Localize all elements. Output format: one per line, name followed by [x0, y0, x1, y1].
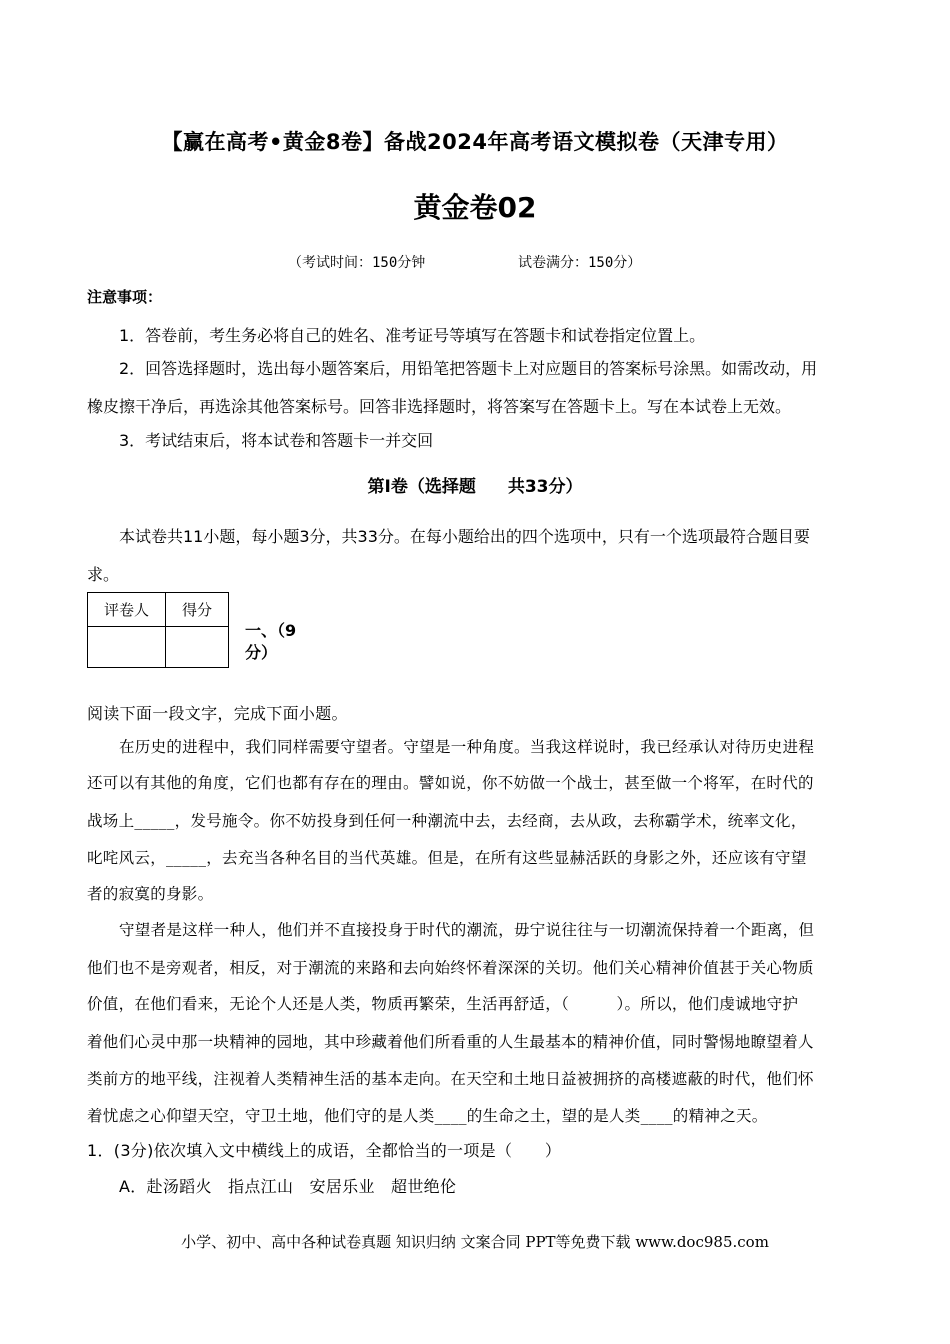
notice-line: 3．考试结束后，将本试卷和答题卡一并交回 [119, 431, 434, 450]
score-header: 得分 [166, 593, 229, 627]
passage-line: 他们也不是旁观者，相反，对于潮流的来路和去向始终怀着深深的关切。他们关心精神价值甚于关心物质 [87, 959, 814, 977]
section-title [0, 472, 950, 497]
part-one-line: 分） [245, 643, 278, 662]
section-title-left: 第Ⅰ卷（选择题 [367, 477, 476, 497]
passage-line: 战场上_____，发号施令。你不妨投身到任何一种潮流中去，去经商，去从政，去称霸学术，统率文化， [87, 812, 807, 830]
notice-line: 1．答卷前，考生务必将自己的姓名、准考证号等填写在答题卡和试卷指定位置上。 [119, 326, 706, 345]
exam-score: 试卷满分：150分） [518, 255, 642, 271]
part-one-heading [245, 620, 325, 664]
section-title-right: 共33分） [507, 477, 583, 497]
passage-line: 着忧虑之心仰望天空，守卫土地，他们守的是人类____的生命之土，望的是人类____的精神之天。 [87, 1107, 768, 1125]
passage-line: 在历史的进程中，我们同样需要守望者。守望是一种角度。当我这样说时，我已经承认对待历史进程 [119, 738, 815, 756]
notice-line: 2．回答选择题时，选出每小题答案后，用铅笔把答题卡上对应题目的答案标号涂黑。如需改动，用 [119, 359, 818, 378]
passage-line: 价值，在他们看来，无论个人还是人类，物质再繁荣，生活再舒适，（ ）。所以，他们虔诚地守护 [87, 995, 799, 1013]
grader-header: 评卷人 [88, 593, 166, 627]
passage-line: 着他们心灵中那一块精神的园地，其中珍藏着他们所看重的人生最基本的精神价值，同时警惕地瞭望着人 [87, 1033, 814, 1051]
score-cell[interactable] [166, 627, 229, 668]
grader-table [87, 592, 229, 668]
grader-cell[interactable] [88, 627, 166, 668]
passage-line: 类前方的地平线，注视着人类精神生活的基本走向。在天空和土地日益被拥挤的高楼遮蔽的时代，他们怀 [87, 1070, 814, 1088]
section-intro-line: 本试卷共11小题，每小题3分，共33分。在每小题给出的四个选项中，只有一个选项最符合题目要 [119, 527, 810, 546]
notice-line: 橡皮擦干净后，再选涂其他答案标号。回答非选择题时，将答案写在答题卡上。写在本试卷上无效。 [87, 397, 792, 416]
exam-time: （考试时间：150分钟 [288, 255, 426, 271]
passage-line: 者的寂寞的身影。 [87, 885, 214, 903]
option-a: A．赴汤蹈火 指点江山 安居乐业 超世绝伦 [119, 1177, 457, 1196]
question-stem: 1．(3分)依次填入文中横线上的成语，全都恰当的一项是（ ） [87, 1141, 562, 1160]
passage-line: 还可以有其他的角度，它们也都有存在的理由。譬如说，你不妨做一个战士，甚至做一个将军，在时代的 [87, 774, 814, 792]
page-subtitle: 黄金卷02 [413, 191, 537, 224]
passage-line: 守望者是这样一种人，他们并不直接投身于时代的潮流，毋宁说往往与一切潮流保持着一个距离，但 [119, 921, 815, 939]
page-title: 【赢在高考•黄金8卷】备战2024年高考语文模拟卷（天津专用） [161, 130, 789, 154]
page-footer: 小学、初中、高中各种试卷真题 知识归纳 文案合同 PPT等免费下载 www.doc985.com [181, 1233, 769, 1251]
part-one-line: 一、（9 [245, 621, 297, 640]
passage-line: 叱咤风云，_____，去充当各种名目的当代英雄。但是，在所有这些显赫活跃的身影之外，还应该有守望 [87, 849, 807, 867]
reading-instruction: 阅读下面一段文字，完成下面小题。 [87, 704, 348, 723]
notice-heading: 注意事项： [87, 288, 163, 306]
section-intro-line: 求。 [87, 565, 120, 584]
